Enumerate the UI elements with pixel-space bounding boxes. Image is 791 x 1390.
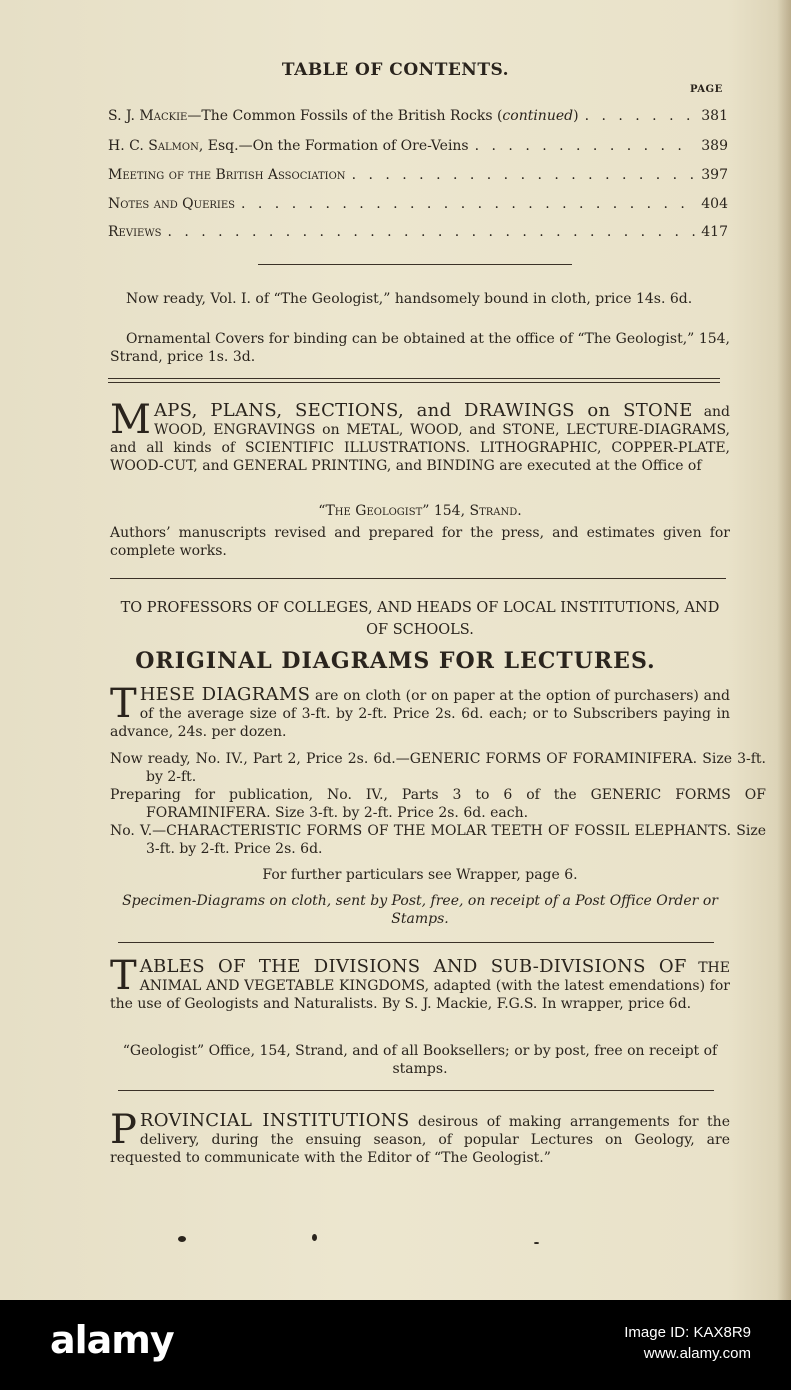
diagrams-item-1: Now ready, No. IV., Part 2, Price 2s. 6d.—GENERIC FORMS OF FORAMINIFERA. Size 3-ft. by 2-ft.	[110, 751, 766, 785]
toc-entry-page: 404	[701, 196, 728, 212]
dropcap: P	[110, 1107, 137, 1153]
provincial-advertisement	[110, 1107, 730, 1167]
provincial-body: desirous of making arrangements for the delivery, during the ensuing season, of popular Lectures on Geology, are requested to communicate with the Editor of “The Geologist.”	[110, 1114, 730, 1166]
toc-leader-dots	[585, 108, 696, 124]
dropcap: T	[110, 953, 137, 999]
toc-entry-italic: continued	[502, 108, 574, 124]
toc-entry-page: 417	[701, 224, 728, 240]
image-id: Image ID: KAX8R9	[624, 1324, 751, 1341]
maps-body: and WOOD, ENGRAVINGS on METAL, WOOD, and STONE, LECTURE-DIAGRAMS, and all kinds of SCIENTIFIC ILLUSTRATIONS. LITHOGRAPHIC, COPPER-PLATE, WOOD-CUT, and GENERAL PRINTING, and BINDING are executed at the Office of	[110, 404, 731, 474]
toc-entry-meeting	[108, 167, 728, 183]
toc-entry-author: H. C. Salmon	[108, 138, 199, 154]
tables-office-text: “Geologist” Office, 154, Strand, and of all Booksellers; or by post, free on receipt of stamps.	[122, 1043, 718, 1077]
toc-entry-page: 381	[701, 108, 728, 124]
toc-entry-text: , Esq.—On the Formation of Ore-Veins	[198, 138, 469, 154]
toc-leader-dots	[167, 224, 695, 240]
tables-body: THE ANIMAL AND VEGETABLE KINGDOMS, adapted (with the latest emendations) for the use of Geologists and Naturalists. By S. J. Mackie, F.G.S. In wrapper, price 6d.	[110, 960, 730, 1012]
site-url: www.alamy.com	[643, 1345, 751, 1362]
toc-leader-dots	[352, 167, 696, 183]
toc-leader-dots	[241, 196, 695, 212]
diagrams-specimen: Specimen-Diagrams on cloth, sent by Post, free, on receipt of a Post Office Order or Stamps.	[122, 893, 718, 927]
toc-entry-mackie	[108, 108, 728, 124]
tables-advertisement	[110, 953, 730, 1013]
toc-entry-author: S. J. Mackie	[108, 108, 188, 124]
image-id-block	[624, 1322, 751, 1364]
double-rule	[108, 378, 720, 383]
toc-entry-salmon	[108, 138, 728, 154]
dropcap: M	[110, 397, 151, 443]
ink-spot	[312, 1234, 317, 1241]
toc-entry-notes	[108, 196, 728, 212]
tables-lead: ABLES OF THE DIVISIONS AND SUB-DIVISIONS OF	[139, 956, 687, 977]
diagrams-to-line: TO PROFESSORS OF COLLEGES, AND HEADS OF LOCAL INSTITUTIONS, AND OF SCHOOLS.	[120, 600, 720, 638]
toc-entry-reviews	[108, 224, 728, 240]
maps-lead: APS, PLANS, SECTIONS, and DRAWINGS on STONE	[153, 400, 693, 421]
toc-entry-label: Meeting of the British Association	[108, 167, 346, 183]
ink-spot	[178, 1236, 186, 1242]
notice-volume: Now ready, Vol. I. of “The Geologist,” handsomely bound in cloth, price 14s. 6d.	[126, 291, 693, 307]
toc-entry-page: 389	[701, 138, 728, 154]
diagrams-item-2: Preparing for publication, No. IV., Parts 3 to 6 of the GENERIC FORMS OF FORAMINIFERA. Size 3-ft. by 2-ft. Price 2s. 6d. each.	[110, 787, 766, 821]
maps-office-text: “The Geologist” 154, Strand.	[318, 503, 522, 519]
diagrams-description	[110, 681, 731, 741]
toc-entry-close: )	[573, 108, 579, 124]
toc-entry-text: —The Common Fossils of the British Rocks (	[187, 108, 503, 124]
alamy-logo: alamy	[50, 1318, 174, 1362]
toc-entry-label: Notes and Queries	[108, 196, 235, 212]
diagrams-heading: ORIGINAL DIAGRAMS FOR LECTURES.	[135, 648, 656, 674]
diagrams-item-3: No. V.—CHARACTERISTIC FORMS OF THE MOLAR TEETH OF FOSSIL ELEPHANTS. Size 3-ft. by 2-ft. Price 2s. 6d.	[110, 823, 766, 857]
toc-title: TABLE OF CONTENTS.	[281, 60, 510, 80]
toc-leader-dots	[475, 138, 696, 154]
section-rule	[118, 942, 714, 943]
diagrams-body: are on cloth (or on paper at the option of purchasers) and of the average size of 3-ft. by 2-ft. Price 2s. 6d. each; or to Subscribers paying in advance, 24s. per dozen.	[110, 688, 731, 740]
section-rule	[118, 1090, 714, 1091]
ink-spot	[534, 1242, 539, 1244]
toc-page-label: PAGE	[690, 84, 723, 95]
notice-covers: Ornamental Covers for binding can be obtained at the office of “The Geologist,” 154, Strand, price 1s. 3d.	[110, 331, 730, 365]
diagrams-lead: HESE DIAGRAMS	[139, 684, 311, 705]
tables-office	[110, 1042, 730, 1078]
dropcap: T	[110, 681, 137, 727]
diagrams-further: For further particulars see Wrapper, page 6.	[262, 867, 578, 883]
maps-advertisement	[110, 397, 731, 475]
section-rule	[110, 578, 726, 579]
section-rule	[258, 264, 572, 265]
provincial-lead: ROVINCIAL INSTITUTIONS	[139, 1110, 410, 1131]
maps-office	[110, 502, 730, 520]
maps-authors	[110, 524, 730, 560]
toc-entry-label: Reviews	[108, 224, 162, 240]
maps-authors-text: Authors’ manuscripts revised and prepared for the press, and estimates given for complete works.	[110, 525, 730, 559]
toc-entry-page: 397	[701, 167, 728, 183]
